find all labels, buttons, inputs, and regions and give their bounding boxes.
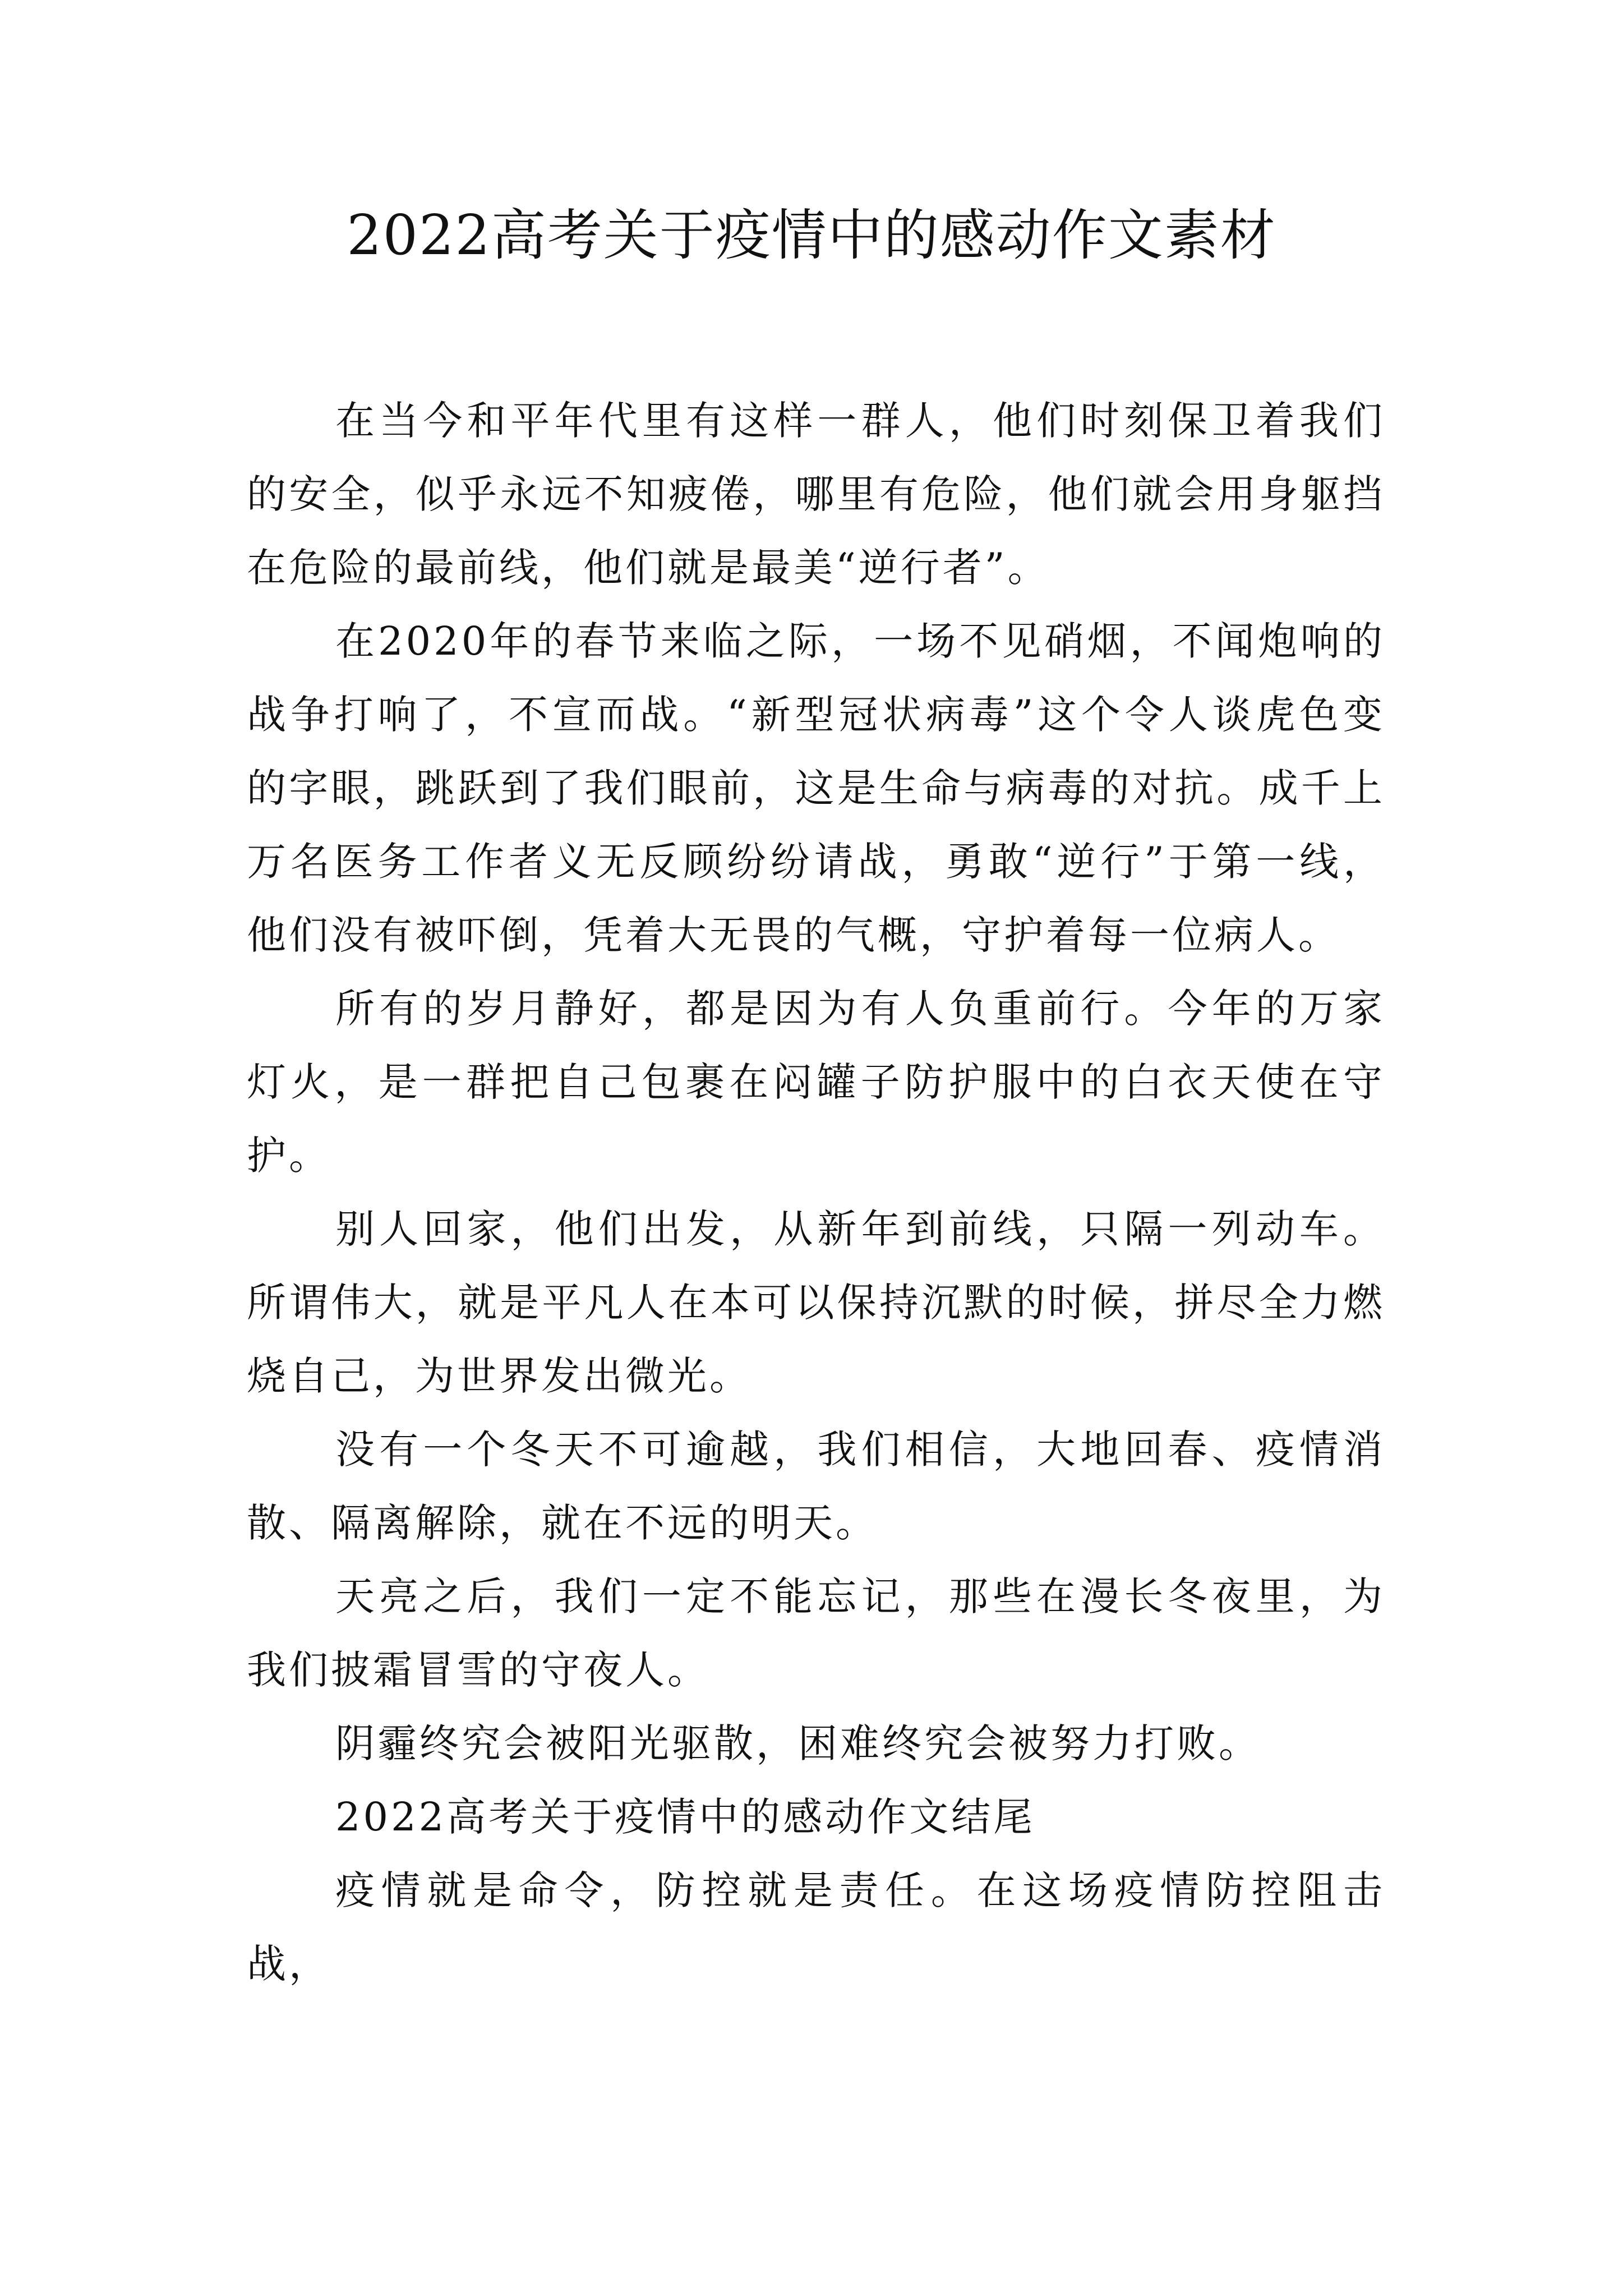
- paragraph-3: 所有的岁月静好，都是因为有人负重前行。今年的万家灯火，是一群把自己包裹在闷罐子防护服中的白衣天使在守护。: [247, 986, 1385, 1179]
- paragraph-1: 在当今和平年代里有这样一群人，他们时刻保卫着我们的安全，似乎永远不知疲倦，哪里有危险，他们就会用身躯挡在危险的最前线，他们就是最美“逆行者”。: [247, 398, 1385, 591]
- document-body: [247, 384, 1385, 2001]
- paragraph-7: 阴霾终究会被阳光驱散，困难终究会被努力打败。: [335, 1720, 1261, 1766]
- paragraph-5: 没有一个冬天不可逾越，我们相信，大地回春、疫情消散、隔离解除，就在不远的明天。: [247, 1427, 1385, 1546]
- paragraph-4: 别人回家，他们出发，从新年到前线，只隔一列动车。所谓伟大，就是平凡人在本可以保持沉默的时候，拼尽全力燃烧自己，为世界发出微光。: [247, 1206, 1385, 1399]
- paragraph-2: 在2020年的春节来临之际，一场不见硝烟，不闻炮响的战争打响了，不宣而战。“新型冠状病毒”这个令人谈虎色变的字眼，跳跃到了我们眼前，这是生命与病毒的对抗。成千上万名医务工作者义无反顾纷纷请战，勇敢“逆行”于第一线，他们没有被吓倒，凭着大无畏的气概，守护着每一位病人。: [247, 618, 1385, 958]
- paragraph-6: 天亮之后，我们一定不能忘记，那些在漫长冬夜里，为我们披霜冒雪的守夜人。: [247, 1573, 1385, 1693]
- section-heading-ending: 2022高考关于疫情中的感动作文结尾: [335, 1794, 1036, 1840]
- paragraph-8: 疫情就是命令，防控就是责任。在这场疫情防控阻击战，: [247, 1867, 1385, 1987]
- document-title: 2022高考关于疫情中的感动作文素材: [347, 204, 1276, 268]
